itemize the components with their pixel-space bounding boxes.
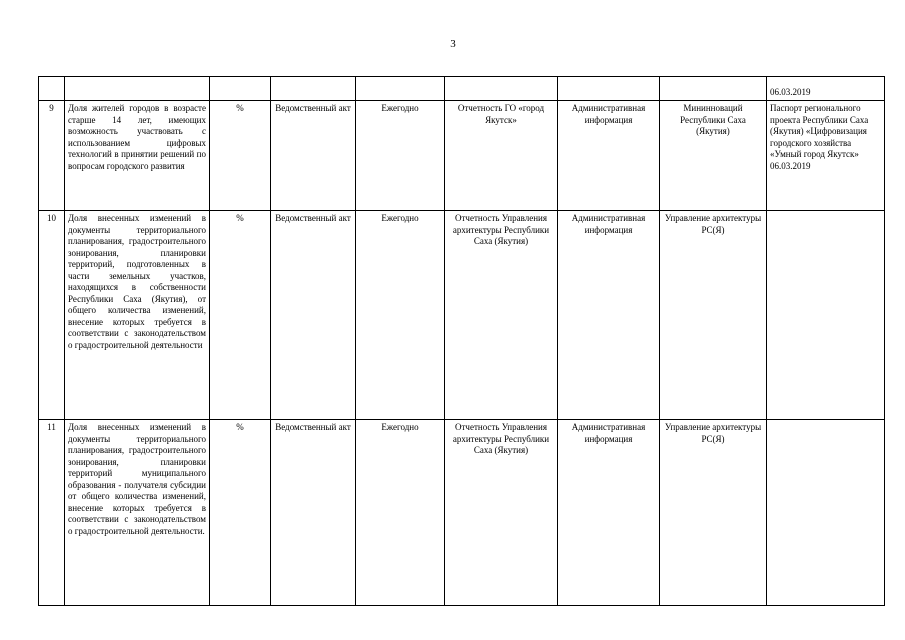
report-cell: Отчетность ГО «город Якутск» xyxy=(445,101,558,211)
row-number: 11 xyxy=(39,420,65,606)
report-cell: Отчетность Управления архитектуры Республики Саха (Якутия) xyxy=(445,420,558,606)
source-cell: Паспорт регионального проекта Республики Саха (Якутия) «Цифровизация городского хозяйства «Умный город Якутск» 06.03.2019 xyxy=(767,101,885,211)
row-number: 10 xyxy=(39,211,65,420)
table-cell xyxy=(356,77,445,101)
table-row xyxy=(39,420,885,606)
responsible-cell: Управление архитектуры РС(Я) xyxy=(660,420,767,606)
act-cell: Ведомственный акт xyxy=(271,211,356,420)
unit-cell: % xyxy=(210,101,271,211)
table-row xyxy=(39,211,885,420)
table-cell xyxy=(558,77,660,101)
info-cell: Административная информация xyxy=(558,101,660,211)
act-cell: Ведомственный акт xyxy=(271,101,356,211)
table-cell xyxy=(271,77,356,101)
source-cell xyxy=(767,420,885,606)
table-cell xyxy=(210,77,271,101)
period-cell: Ежегодно xyxy=(356,101,445,211)
source-cell xyxy=(767,211,885,420)
row-number: 9 xyxy=(39,101,65,211)
table-cell xyxy=(445,77,558,101)
period-cell: Ежегодно xyxy=(356,420,445,606)
info-cell: Административная информация xyxy=(558,420,660,606)
table-cell xyxy=(660,77,767,101)
table-cell xyxy=(65,77,210,101)
indicator-name: Доля внесенных изменений в документы территориального планирования, градостроительного зонирования, планировки территорий муниципального образования - получателя субсидии от общего количества изменений, внесение которых требуется в соответствии с законодательством о градостроительной деятельности. xyxy=(65,420,210,606)
page-number: 3 xyxy=(450,38,456,50)
source-cell: 06.03.2019 xyxy=(767,77,885,101)
responsible-cell: Управление архитектуры РС(Я) xyxy=(660,211,767,420)
indicator-name: Доля внесенных изменений в документы территориального планирования, градостроительного зонирования, планировки территорий, подготовленных в части земельных участков, находящихся в собственности Республики Саха (Якутия), от общего количества изменений, внесение которых требуется в соответствии с законодательством о градостроительной деятельности xyxy=(65,211,210,420)
act-cell: Ведомственный акт xyxy=(271,420,356,606)
period-cell: Ежегодно xyxy=(356,211,445,420)
report-cell: Отчетность Управления архитектуры Республики Саха (Якутия) xyxy=(445,211,558,420)
indicator-name: Доля жителей городов в возрасте старше 14 лет, имеющих возможность участвовать с использованием цифровых технологий в принятии решений по вопросам городского развития xyxy=(65,101,210,211)
table-row xyxy=(39,101,885,211)
unit-cell: % xyxy=(210,211,271,420)
table-cell xyxy=(39,77,65,101)
responsible-cell: Мининноваций Республики Саха (Якутия) xyxy=(660,101,767,211)
unit-cell: % xyxy=(210,420,271,606)
table-row-continuation xyxy=(39,77,885,101)
indicators-table xyxy=(38,76,885,606)
info-cell: Административная информация xyxy=(558,211,660,420)
